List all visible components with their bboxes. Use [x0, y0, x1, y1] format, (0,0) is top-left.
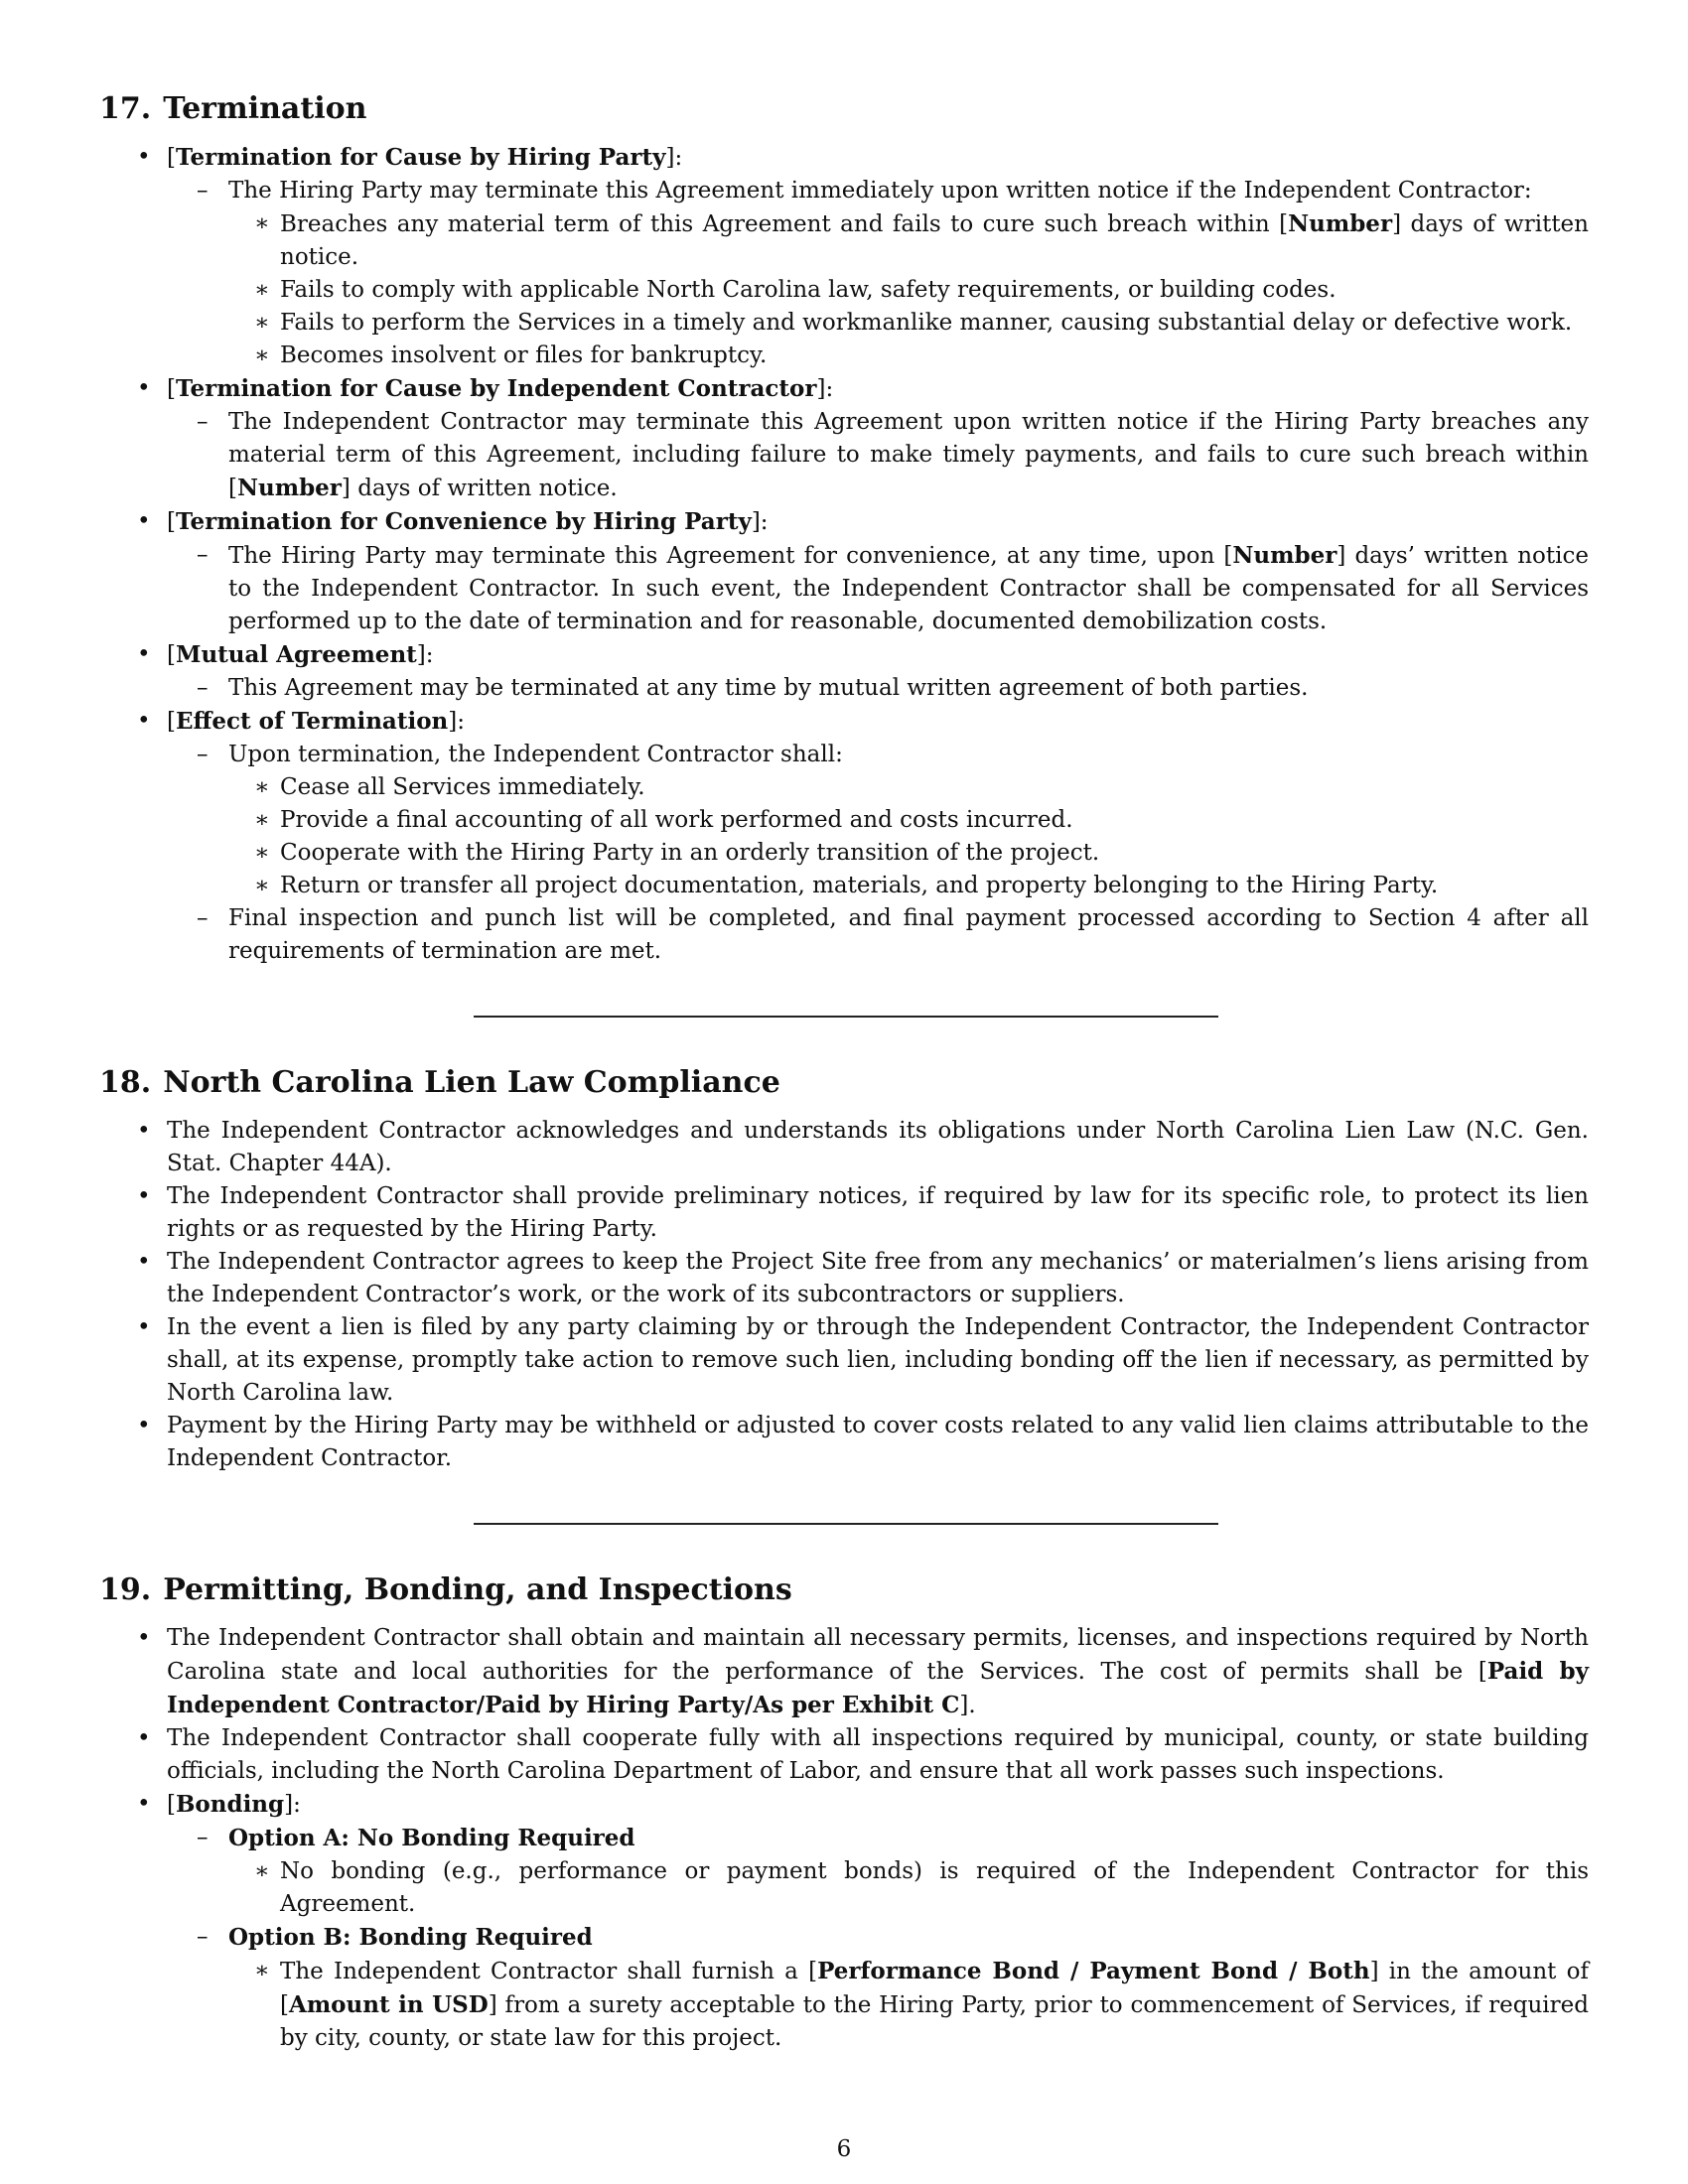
item-text: ] days of written notice. [280, 211, 1589, 270]
option-label: Option B: Bonding Required [228, 1924, 593, 1951]
clause-text [167, 175, 1589, 372]
clause-text [167, 406, 1589, 505]
section-number: 17. [99, 91, 152, 126]
clause-mutual: • [Mutual Agreement]: – This Agreement may be terminated at any time by mutual written agreement of both parties. [99, 638, 1589, 705]
list-item: • Payment by the Hiring Party may be withheld or adjusted to cover costs related to any valid lien claims attributable to the Independent Contractor. [99, 1410, 1589, 1475]
item-text: The Independent Contractor may terminate this Agreement upon written notice if the Hiring Party breaches any material term of this Agreement, including failure to make timely payments, and fails to cure such breach within [ [228, 409, 1589, 501]
clause-bonding: • [Bonding]: – Option A: No Bonding Required ∗ No bonding (e.g., performance or payment bonds) is required of the Independent Contractor for this Agreement. – Option B: Bonding Required ∗ The Independent Contractor shall furnish a [Performance Bond / Payment Bond / Both] in the amount of [Amount in USD] from a surety acceptable to the Hiring Party, prior to commencement of Services, if required by city, county, or state law for this project. [99, 1788, 1589, 2055]
clause-text: – This Agreement may be terminated at any time by mutual written agreement of both parties. [167, 672, 1589, 705]
clause-cause-contractor: • [Termination for Cause by Independent Contractor]: – The Independent Contractor may terminate this Agreement upon written notice if the Hiring Party breaches any material term of this Agreement, including failure to make timely payments, and fails to cure such breach within [Number] days of written notice. [99, 372, 1589, 505]
option-b [167, 1921, 1589, 2055]
placeholder-number: Number [1232, 542, 1337, 569]
list-item [99, 1622, 1589, 1722]
item-text: ] days’ written notice to the Independent Contractor. In such event, the Independent Contractor shall be compensated for all Services performed up to the date of termination and for reasonable, documented demobilization costs. [228, 543, 1589, 634]
list-item [228, 207, 1589, 274]
item-text: The Hiring Party may terminate this Agreement for convenience, at any time, upon [ [228, 543, 1233, 569]
section-divider [474, 1523, 1218, 1525]
list-item: • The Independent Contractor shall provide preliminary notices, if required by law for its specific role, to protect its lien rights or as requested by the Hiring Party. [99, 1180, 1589, 1246]
list-item: ∗ Fails to comply with applicable North Carolina law, safety requirements, or building codes. [228, 274, 1589, 307]
clause-cause-hiring: • [Termination for Cause by Hiring Party]: – The Hiring Party may terminate this Agreement immediately upon written notice if the Independent Contractor: ∗ Breaches any material term of this Agreement and fails to cure such breach within [Number] days of written notice. ∗ Fails to comply with applicable North Carolina law, safety requirements, or building codes. ∗ Fails to perform the Services in a timely and workmanlike manner, causing substantial delay or defective work. ∗ Becomes insolvent or files for bankruptcy. [99, 141, 1589, 372]
clause-label: Termination for Convenience by Hiring Party [175, 508, 752, 535]
section-title: Termination [163, 91, 367, 126]
item-text: ]. [959, 1693, 976, 1718]
section-17-list [99, 141, 1589, 968]
item-text: ] in the amount of [ [280, 1959, 1589, 2018]
page-number: 6 [836, 2136, 852, 2162]
section-number: 19. [99, 1572, 152, 1607]
list-item: ∗ Cease all Services immediately. [228, 771, 1589, 804]
bond-type-placeholder: Performance Bond / Payment Bond / Both [817, 1958, 1370, 1984]
list-item: • The Independent Contractor shall cooperate fully with all inspections required by municipal, county, or state building officials, including the North Carolina Department of Labor, and ensure that all work passes such inspections. [99, 1722, 1589, 1788]
section-number: 18. [99, 1065, 152, 1100]
section-title: North Carolina Lien Law Compliance [163, 1065, 780, 1100]
list-item: • In the event a lien is filed by any party claiming by or through the Independent Contractor, the Independent Contractor shall, at its expense, promptly take action to remove such lien, including bonding off the lien if necessary, as permitted by North Carolina law. [99, 1311, 1589, 1410]
list-item [228, 1955, 1589, 2055]
section-18-list [99, 1115, 1589, 1475]
item-text: The Independent Contractor shall furnish a [ [280, 1959, 818, 1984]
list-item: ∗ No bonding (e.g., performance or payment bonds) is required of the Independent Contractor for this Agreement. [228, 1855, 1589, 1921]
placeholder-number: Number [1288, 210, 1393, 237]
clause-intro: Upon termination, the Independent Contractor shall: [228, 742, 843, 767]
clause-effect: • [Effect of Termination]: – Upon termination, the Independent Contractor shall: ∗ Cease all Services immediately. ∗ Provide a final accounting of all work performed and costs incurred. ∗ Cooperate with the Hiring Party in an orderly transition of the project. ∗ Return or transfer all project documentation, materials, and property belonging to the Hiring Party. – Final inspection and punch list will be completed, and final payment processed according to Section 4 after all requirements of termination are met. [99, 705, 1589, 968]
item-text: ] from a surety acceptable to the Hiring Party, prior to commencement of Services, if required by city, county, or state law for this project. [280, 1992, 1589, 2051]
section-17-heading [99, 89, 1589, 129]
section-title: Permitting, Bonding, and Inspections [163, 1572, 792, 1607]
section-divider [474, 1016, 1218, 1018]
clause-convenience: • [Termination for Convenience by Hiring Party]: – The Hiring Party may terminate this Agreement for convenience, at any time, upon [Number] days’ written notice to the Independent Contractor. In such event, the Independent Contractor shall be compensated for all Services performed up to the date of termination and for reasonable, documented demobilization costs. [99, 505, 1589, 638]
list-item: ∗ Fails to perform the Services in a timely and workmanlike manner, causing substantial delay or defective work. [228, 307, 1589, 340]
clause-text [167, 739, 1589, 902]
item-text: Breaches any material term of this Agreement and fails to cure such breach within [ [280, 211, 1289, 237]
list-item: ∗ Becomes insolvent or files for bankruptcy. [228, 340, 1589, 372]
section-18-heading [99, 1063, 1589, 1103]
clause-label: Termination for Cause by Hiring Party [175, 144, 666, 171]
item-text: The Independent Contractor shall obtain and maintain all necessary permits, licenses, and inspections required by North Carolina state and local authorities for the performance of the Services. The cost of permits shall be [ [167, 1625, 1589, 1685]
amount-placeholder: Amount in USD [288, 1991, 489, 2018]
clause-text [167, 539, 1589, 638]
list-item: ∗ Cooperate with the Hiring Party in an orderly transition of the project. [228, 837, 1589, 870]
list-item: • The Independent Contractor acknowledges and understands its obligations under North Carolina Lien Law (N.C. Gen. Stat. Chapter 44A). [99, 1115, 1589, 1180]
clause-label: Bonding [175, 1791, 285, 1818]
list-item: ∗ Provide a final accounting of all work performed and costs incurred. [228, 804, 1589, 837]
clause-text: – Final inspection and punch list will be completed, and final payment processed according to Section 4 after all requirements of termination are met. [167, 902, 1589, 968]
list-item: • The Independent Contractor agrees to keep the Project Site free from any mechanics’ or materialmen’s liens arising from the Independent Contractor’s work, or the work of its subcontractors or suppliers. [99, 1246, 1589, 1311]
section-19-list [99, 1622, 1589, 2055]
clause-label: Mutual Agreement [175, 641, 417, 668]
clause-label: Termination for Cause by Independent Contractor [175, 375, 817, 402]
option-label: Option A: No Bonding Required [228, 1825, 635, 1851]
option-a [167, 1822, 1589, 1921]
permit-cost-placeholder: Paid by Independent Contractor/Paid by Hiring Party/As per Exhibit C [167, 1658, 1589, 1718]
list-item: ∗ Return or transfer all project documentation, materials, and property belonging to the Hiring Party. [228, 870, 1589, 902]
document-page [99, 89, 1589, 2055]
section-19-heading [99, 1570, 1589, 1610]
placeholder-number: Number [236, 475, 342, 501]
clause-label: Effect of Termination [175, 708, 449, 735]
clause-intro: The Hiring Party may terminate this Agreement immediately upon written notice if the Independent Contractor: [228, 178, 1532, 204]
item-text: ] days of written notice. [341, 476, 618, 501]
